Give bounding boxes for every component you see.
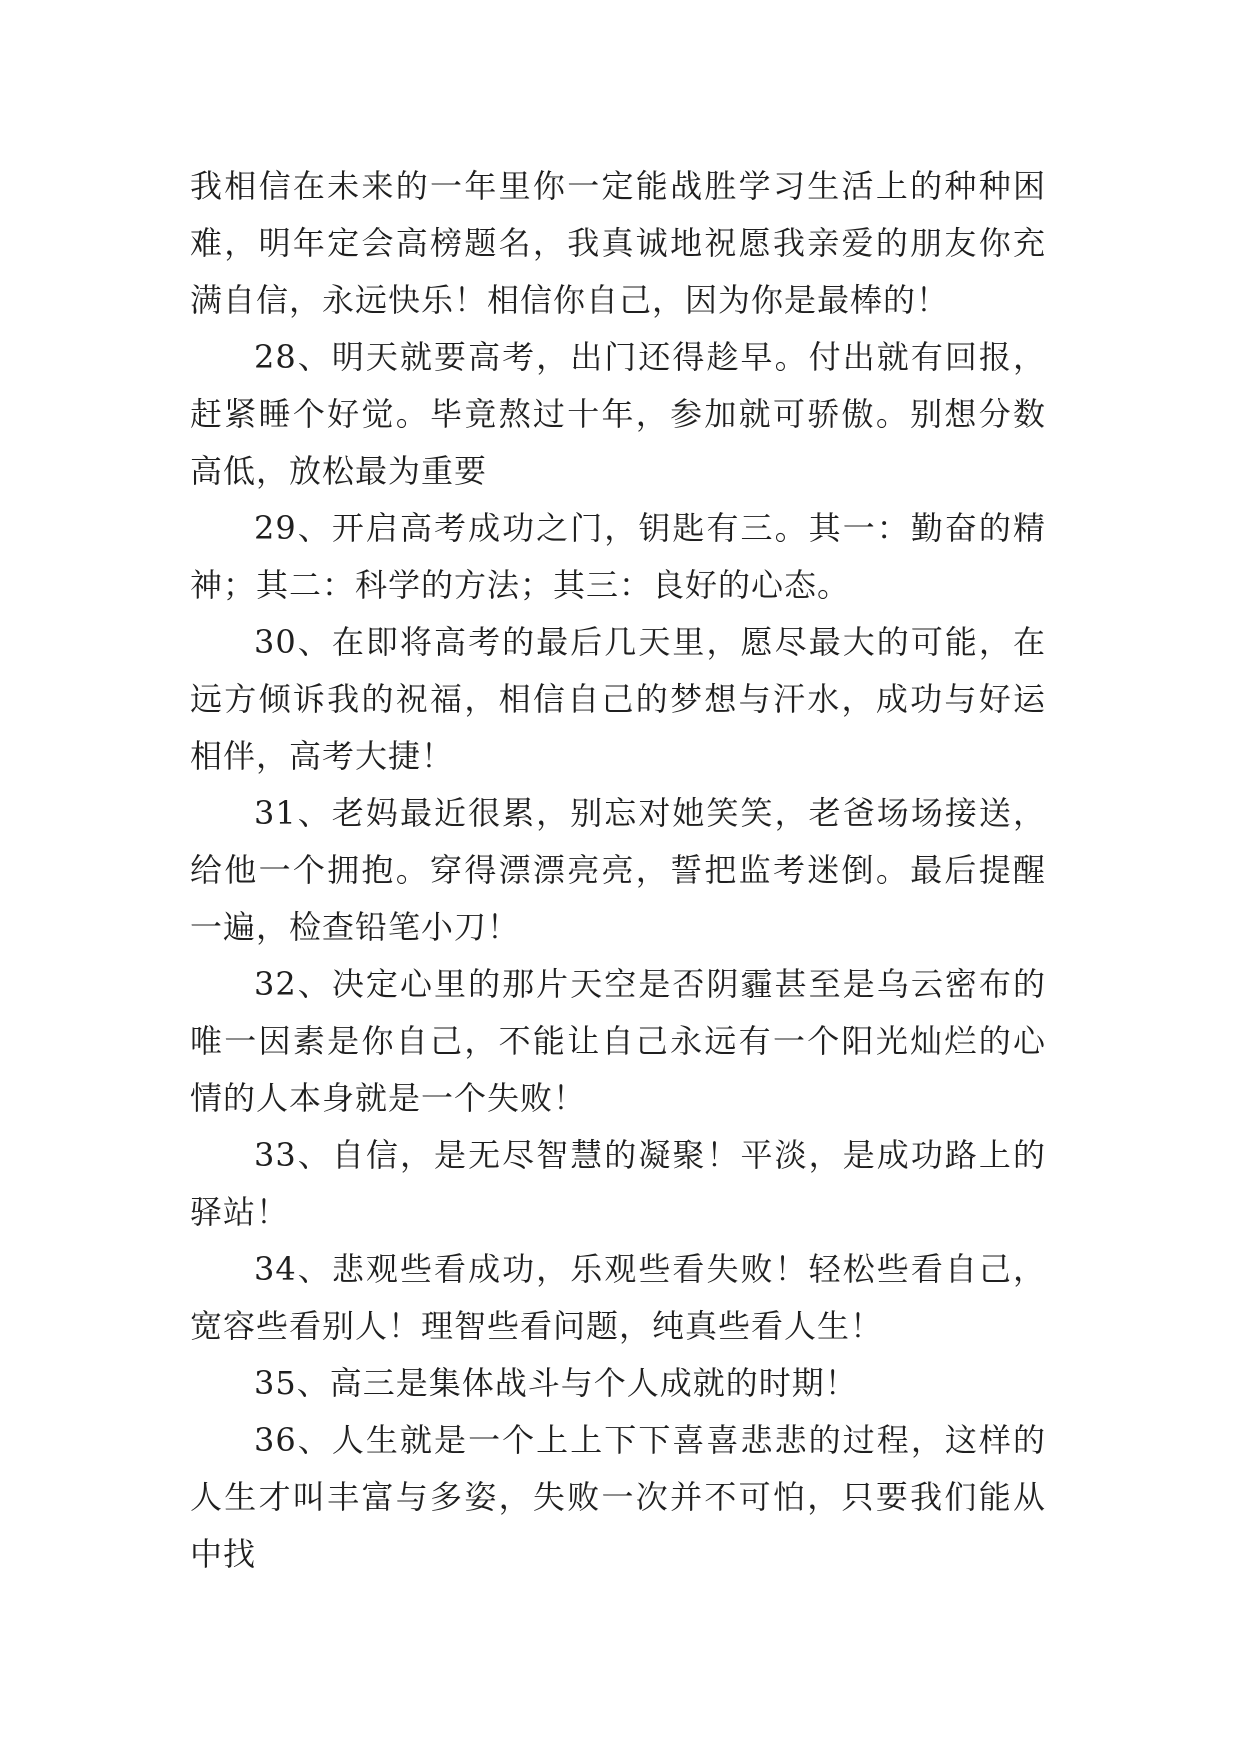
paragraph-34: 34、悲观些看成功，乐观些看失败！轻松些看自己，宽容些看别人！理智些看问题，纯真些看人生！ [190, 1250, 1046, 1345]
paragraph-32: 32、决定心里的那片天空是否阴霾甚至是乌云密布的唯一因素是你自己，不能让自己永远有一个阳光灿烂的心情的人本身就是一个失败！ [190, 965, 1046, 1117]
paragraph-35: 35、高三是集体战斗与个人成就的时期！ [254, 1364, 858, 1402]
paragraph-33: 33、自信，是无尽智慧的凝聚！平淡，是成功路上的驿站！ [190, 1136, 1046, 1231]
paragraph-30: 30、在即将高考的最后几天里，愿尽最大的可能，在远方倾诉我的祝福，相信自己的梦想与汗水，成功与好运相伴，高考大捷！ [190, 623, 1046, 775]
paragraph-28: 28、明天就要高考，出门还得趁早。付出就有回报，赶紧睡个好觉。毕竟熬过十年，参加就可骄傲。别想分数高低，放松最为重要 [190, 338, 1046, 490]
paragraph-29: 29、开启高考成功之门，钥匙有三。其一：勤奋的精神；其二：科学的方法；其三：良好的心态。 [190, 509, 1046, 604]
paragraph-31: 31、老妈最近很累，别忘对她笑笑，老爸场场接送，给他一个拥抱。穿得漂漂亮亮，誓把监考迷倒。最后提醒一遍，检查铅笔小刀！ [190, 794, 1046, 946]
paragraph-36: 36、人生就是一个上上下下喜喜悲悲的过程，这样的人生才叫丰富与多姿，失败一次并不可怕，只要我们能从中找 [190, 1421, 1046, 1573]
document-body [190, 158, 1046, 1583]
paragraph-continuation: 我相信在未来的一年里你一定能战胜学习生活上的种种困难，明年定会高榜题名，我真诚地祝愿我亲爱的朋友你充满自信，永远快乐！相信你自己，因为你是最棒的！ [190, 167, 1046, 319]
